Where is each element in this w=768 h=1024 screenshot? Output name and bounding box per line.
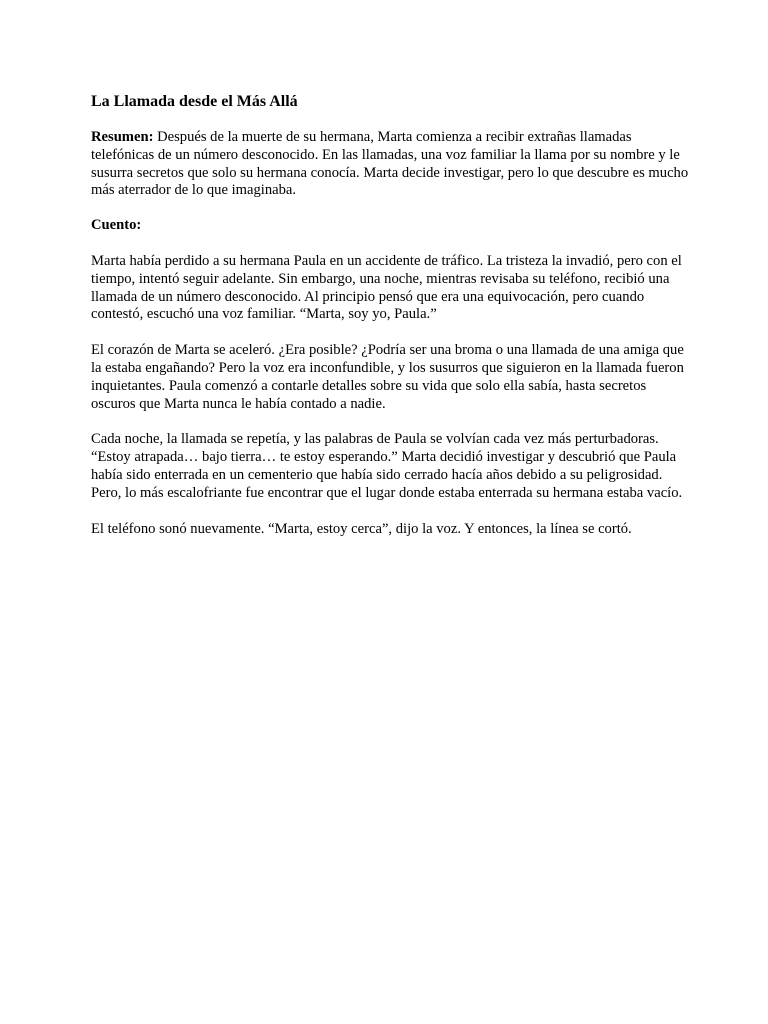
document-title: La Llamada desde el Más Allá: [91, 93, 298, 110]
summary-label: Resumen:: [91, 129, 154, 145]
story-heading: Cuento:: [91, 217, 142, 234]
story-paragraph: El teléfono sonó nuevamente. “Marta, estoy cerca”, dijo la voz. Y entonces, la línea se cortó.: [91, 520, 632, 537]
story-paragraph: El corazón de Marta se aceleró. ¿Era posible? ¿Podría ser una broma o una llamada de una amiga que la estaba engañando? Pero la voz era inconfundible, y los susurros que siguieron en la llamada fueron inquietantes. Paula comenzó a contarle detalles sobre su vida que solo ella sabía, hasta secretos oscuros que Marta nunca le había contado a nadie.: [91, 342, 684, 412]
document-page: [91, 92, 691, 538]
story-paragraph: Cada noche, la llamada se repetía, y las palabras de Paula se volvían cada vez más perturbadoras. “Estoy atrapada… bajo tierra… te estoy esperando.” Marta decidió investigar y descubrió que Paula había sido enterrada en un cementerio que había sido cerrado hacía años debido a su peligrosidad. Pero, lo más escalofriante fue encontrar que el lugar donde estaba enterrada su hermana estaba vacío.: [91, 431, 683, 501]
summary-text: Después de la muerte de su hermana, Marta comienza a recibir extrañas llamadas telefónicas de un número desconocido. En las llamadas, una voz familiar la llama por su nombre y le susurra secretos que solo su hermana conocía. Marta decide investigar, pero lo que descubre es mucho más aterrador de lo que imaginaba.: [91, 129, 689, 199]
summary-paragraph: [91, 129, 691, 200]
story-paragraph: Marta había perdido a su hermana Paula en un accidente de tráfico. La tristeza la invadió, pero con el tiempo, intentó seguir adelante. Sin embargo, una noche, mientras revisaba su teléfono, recibió una llamada de un número desconocido. Al principio pensó que era una equivocación, pero cuando contestó, escuchó una voz familiar. “Marta, soy yo, Paula.”: [91, 252, 682, 323]
